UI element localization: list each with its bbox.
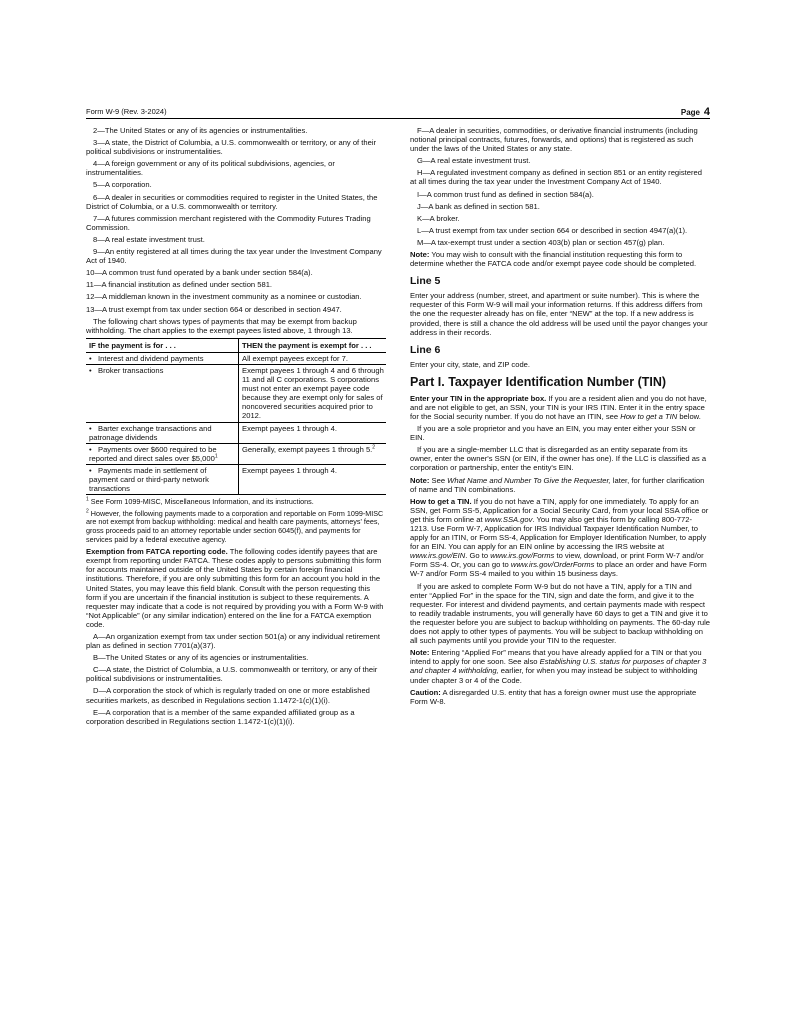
fatca-item: I—A common trust fund as defined in section 584(a). xyxy=(417,189,594,199)
llc-paragraph: If you are a single-member LLC that is disregarded as an entity separate from its owner, enter the owner's SSN (or EIN, if the owner has one). If the LLC is classified as a corporation or partnership, enter the entity's EIN. xyxy=(410,445,707,473)
exempt-payments-table xyxy=(86,338,386,495)
table-cell: • Barter exchange transactions and patronage dividends xyxy=(86,422,239,443)
page-label: Page xyxy=(680,108,700,117)
exempt-payee-item: 3—A state, the District of Columbia, a U.S. commonwealth or territory, or any of their political subdivisions or instrumentalities. xyxy=(86,138,377,157)
exempt-payee-item: 7—A futures commission merchant registered with the Commodity Futures Trading Commission. xyxy=(86,213,371,232)
applied-for-paragraph: If you are asked to complete Form W-9 but do not have a TIN, apply for a TIN and enter “Applied For” in the space for the TIN, sign and date the form, and give it to the requester. For interest and dividend payments, and certain payments made with respect to readily tradable instruments, you will generally have 60 days to get a TIN and give it to the requester before you are subject to backup withholding on payments. The 60-day rule does not apply to other types of payments. You will be subject to backup withholding on all such payments until you provide your TIN to the requester. xyxy=(410,581,710,646)
table-cell: Exempt payees 1 through 4. xyxy=(239,464,387,494)
fatca-item: H—A regulated investment company as defined in section 851 or an entity registered at all times during the tax year under the Investment Company Act of 1940. xyxy=(410,168,702,187)
fatca-item: C—A state, the District of Columbia, a U.S. commonwealth or territory, or any of their political subdivisions or instrumentalities. xyxy=(86,665,378,684)
caution-paragraph: Caution: A disregarded U.S. entity that has a foreign owner must use the appropriate Form W-8. xyxy=(410,687,697,706)
left-column xyxy=(86,126,386,729)
footnote-2: $^2$ However, the following payments made to a corporation and reportable on Form 1099-MISC are not exempt from backup withholding: medical and health care payments, attorneys' fees, gross proceeds paid to an attorney reportable under section 6045(f), and payments for services paid by a federal executive agency. xyxy=(86,508,384,544)
table-header-payment: IF the payment is for . . . xyxy=(86,338,239,352)
table-row xyxy=(86,364,386,422)
fatca-item: J—A bank as defined in section 581. xyxy=(417,201,540,211)
how-to-get-tin-paragraph: How to get a TIN. If you do not have a TIN, apply for one immediately. To apply for an SSN, get Form SS-5, Application for a Social Security Card, from your local SSA office or get this form online at www.SSA.gov. You may also get this form by calling 800-772-1213. Use Form W-7, Application for IRS Individual Taxpayer Identification Number, to apply for an ITIN, or Form SS-4, Application for Employer Identification Number, to apply for an EIN. You can apply for an EIN online by accessing the IRS website at www.irs.gov/EIN. Go to www.irs.gov/Forms to view, download, or print Form W-7 and/or Form SS-4. Or, you can go to www.irs.gov/OrderForms to place an order and have Form W-7 and/or Form SS-4 mailed to you within 15 business days. xyxy=(410,496,709,579)
ein-link[interactable]: www.irs.gov/EIN xyxy=(410,551,466,561)
ssa-link[interactable]: www.SSA.gov xyxy=(484,514,533,524)
fatca-item: F—A dealer in securities, commodities, or derivative financial instruments (including notional principal contracts, futures, forwards, and options) that is registered as such under the laws of the United States or any state. xyxy=(410,126,698,154)
table-cell: • Payments made in settlement of payment card or third-party network transactions xyxy=(86,464,239,494)
footnote-ref: 2 xyxy=(372,444,376,451)
exempt-payee-item: 11—A financial institution as defined under section 581. xyxy=(86,280,273,290)
table-row xyxy=(86,443,386,464)
table-row xyxy=(86,422,386,443)
table-header-row xyxy=(86,338,386,352)
table-cell: • Broker transactions xyxy=(86,364,239,422)
exempt-payee-item: 6—A dealer in securities or commodities required to register in the United States, the District of Columbia, or a U.S. commonwealth or territory. xyxy=(86,192,378,211)
table-cell: Exempt payees 1 through 4 and 6 through 11 and all C corporations. S corporations must not enter an exempt payee code because they are exempt only for sales of noncovered securities acquired prior to 2012. xyxy=(239,364,387,422)
table-cell: Generally, exempt payees 1 through 5.$^2$ xyxy=(239,443,387,464)
fatca-item: A—An organization exempt from tax under section 501(a) or any individual retirement plan as defined in section 7701(a)(37). xyxy=(86,632,381,651)
forms-link[interactable]: www.irs.gov/Forms xyxy=(490,551,555,561)
table-row xyxy=(86,464,386,494)
right-column xyxy=(410,126,710,709)
note-name-number: Note: See What Name and Number To Give the Requester, later, for further clarification of name and TIN combinations. xyxy=(410,475,705,494)
page-header xyxy=(86,104,710,119)
fatca-item: K—A broker. xyxy=(417,213,460,223)
exempt-payee-item: 5—A corporation. xyxy=(93,180,152,190)
chart-intro: The following chart shows types of payments that may be exempt from backup withholding. The chart applies to the exempt payees listed above, 1 through 13. xyxy=(86,316,357,335)
note-fatca: Note: You may wish to consult with the financial institution requesting this form to determine whether the FATCA code and/or exempt payee code should be completed. xyxy=(410,250,697,269)
orderforms-link[interactable]: www.irs.gov/OrderForms xyxy=(510,560,595,570)
footnote-1: $^1$ See Form 1099-MISC, Miscellaneous Information, and its instructions. xyxy=(86,496,314,507)
line5-text: Enter your address (number, street, and apartment or suite number). This is where the requester of this Form W-9 will mail your information returns. If this address differs from the one the requester already has on file, enter “NEW” at the top. If a new address is provided, there is still a chance the old address will be used until the payor changes your address in their records. xyxy=(410,291,708,337)
table-row xyxy=(86,352,386,364)
sole-proprietor-paragraph: If you are a sole proprietor and you have an EIN, you may enter either your SSN or EIN. xyxy=(410,424,696,443)
line6-heading: Line 6 xyxy=(410,343,441,356)
fatca-item: L—A trust exempt from tax under section 664 or described in section 4947(a)(1). xyxy=(417,225,688,235)
enter-tin-paragraph: Enter your TIN in the appropriate box. If you are a resident alien and you do not have, and are not eligible to get, an SSN, your TIN is your IRS ITIN. Enter it in the entry space for the Social security number. If you do not have an ITIN, see How to get a TIN below. xyxy=(410,393,707,421)
exempt-payee-item: 10—A common trust fund operated by a bank under section 584(a). xyxy=(86,268,313,278)
fatca-paragraph: Exemption from FATCA reporting code. The following codes identify payees that are exempt from reporting under FATCA. These codes apply to persons submitting this form for accounts maintained outside of the United States by certain foreign financial institutions. Therefore, if you are only submitting this form for an account you hold in the United States, you may leave this field blank. Consult with the person requesting this form if you are uncertain if the financial institution is subject to these requirements. A requester may indicate that a code is not required by providing you with a Form W-9 with “Not Applicable” (or any similar indication) entered on the line for a FATCA exemption code. xyxy=(86,547,384,629)
fatca-item: B—The United States or any of its agencies or instrumentalities. xyxy=(93,653,309,663)
exempt-payee-item: 9—An entity registered at all times during the tax year under the Investment Company Act of 1940. xyxy=(86,247,382,266)
fatca-item: D—A corporation the stock of which is regularly traded on one or more established securities markets, as described in Regulations section 1.1472-1(c)(1)(i). xyxy=(86,686,370,705)
fatca-heading: Exemption from FATCA reporting code. xyxy=(86,547,228,557)
form-identifier: Form W-9 (Rev. 3-2024) xyxy=(86,107,167,116)
part1-heading: Part I. Taxpayer Identification Number (TIN) xyxy=(410,374,667,389)
exempt-payee-item: 13—A trust exempt from tax under section 664 or described in section 4947. xyxy=(86,304,342,314)
table-cell: • Payments over $600 required to be reported and direct sales over $5,000$^1$ xyxy=(86,443,239,464)
fatca-item: M—A tax-exempt trust under a section 403(b) plan or section 457(g) plan. xyxy=(417,237,665,247)
fatca-item: E—A corporation that is a member of the same expanded affiliated group as a corporation described in Regulations section 1.1472-1(c)(1)(i). xyxy=(86,707,355,726)
line5-heading: Line 5 xyxy=(410,275,441,288)
fatca-item: G—A real estate investment trust. xyxy=(417,156,531,166)
line6-text: Enter your city, state, and ZIP code. xyxy=(410,359,531,369)
exempt-payee-item: 8—A real estate investment trust. xyxy=(93,234,205,244)
page-number: 4 xyxy=(703,106,710,118)
exempt-payee-item: 12—A middleman known in the investment community as a nominee or custodian. xyxy=(86,292,362,302)
table-cell: All exempt payees except for 7. xyxy=(239,352,387,364)
table-cell: • Interest and dividend payments xyxy=(86,352,239,364)
table-cell: Exempt payees 1 through 4. xyxy=(239,422,387,443)
exempt-payee-item: 2—The United States or any of its agencies or instrumentalities. xyxy=(93,126,308,135)
footnote-ref: 1 xyxy=(214,453,218,460)
note-applied-for: Note: Entering “Applied For” means that you have already applied for a TIN or that you intend to apply for one soon. See also Establishing U.S. status for purposes of chapter 3 and chapter 4 withholding, earlier, for when you may instead be subject to withholding under chapter 3 or 4 of the Code. xyxy=(410,648,707,685)
exempt-payee-item: 4—A foreign government or any of its political subdivisions, agencies, or instrumentalities. xyxy=(86,159,335,178)
table-header-exempt: THEN the payment is exempt for . . . xyxy=(239,338,387,352)
